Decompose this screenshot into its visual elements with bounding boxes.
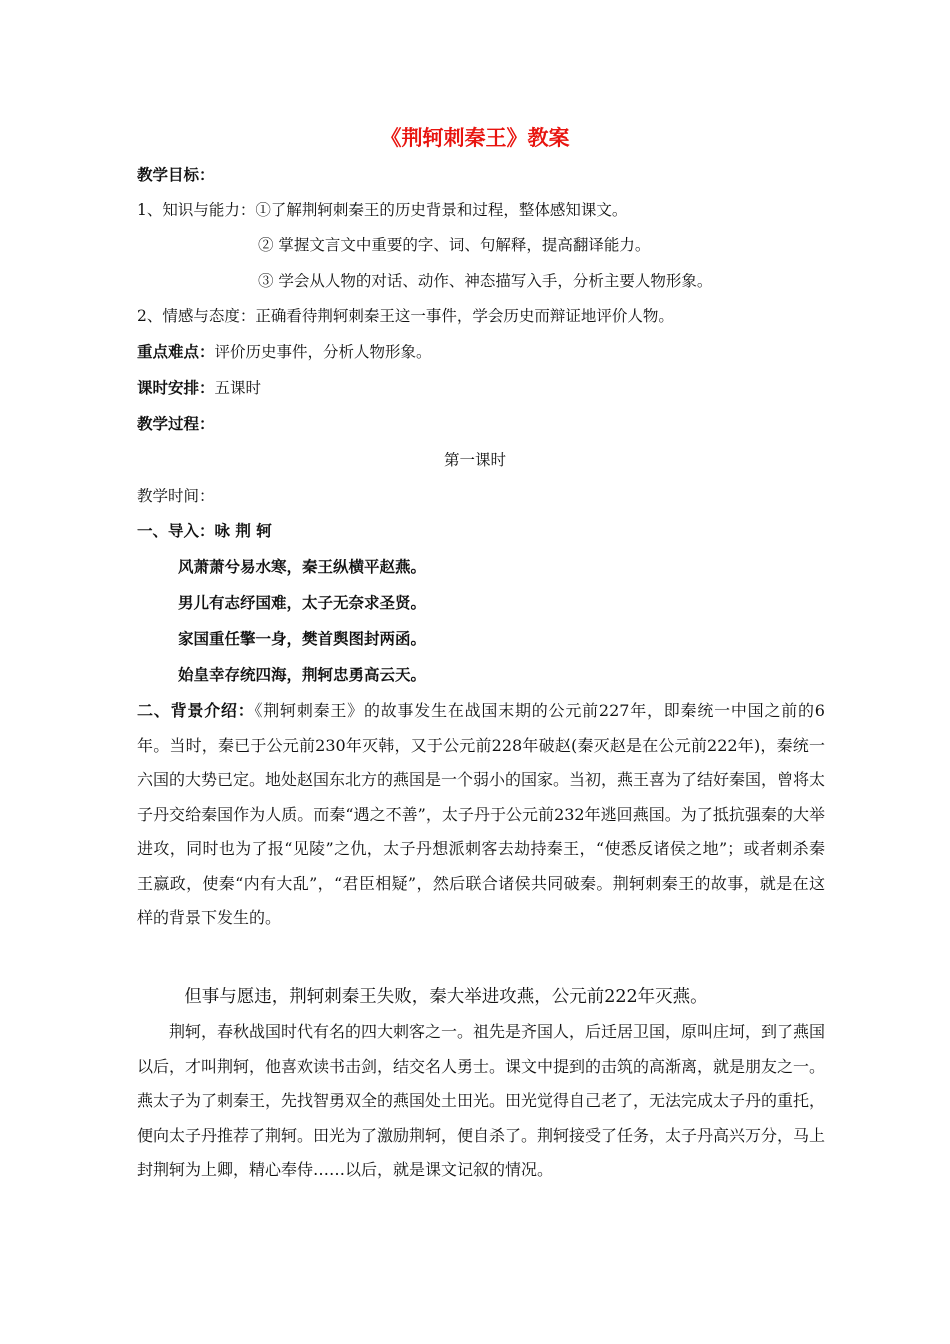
process-heading: 教学过程： (137, 415, 215, 433)
focus-label: 重点难点： (137, 343, 215, 361)
poem-line: 家国重任擎一身，樊首舆图封两函。 (178, 630, 427, 648)
lesson-heading: 第一课时 (443, 451, 506, 469)
failure-paragraph (137, 980, 825, 1015)
background-paragraph (137, 694, 825, 936)
background-text: 《荆轲刺秦王》的故事发生在战国末期的公元前227年，即秦统一中国之前的6年。当时，秦已于公元前230年灭韩，又于公元前228年破赵(秦灭赵是在公元前222年)，秦统一六国的大势已定。地处赵国东北方的燕国是一个弱小的国家。当初，燕王喜为了结好秦国，曾将太子丹交给秦国作为人质。而秦“遇之不善”，太子丹于公元前232年逃回燕国。为了抵抗强秦的大举进攻，同时也为了报“见陵”之仇，太子丹想派刺客去劫持秦王，“使悉反诸侯之地”；或者刺杀秦王嬴政，使秦“内有大乱”，“君臣相疑”，然后联合诸侯共同破秦。荆轲刺秦王的故事，就是在这样的背景下发生的。 (137, 701, 826, 927)
hours-text: 五课时 (214, 379, 262, 397)
poem-line: 始皇幸存统四海，荆轲忠勇高云天。 (178, 666, 427, 684)
focus-text: 评价历史事件，分析人物形象。 (214, 343, 432, 361)
background-heading: 二、背景介绍： (137, 701, 255, 720)
time-label: 教学时间： (137, 487, 215, 505)
goal1-label: 1、知识与能力： (137, 201, 256, 219)
document-title: 《荆轲刺秦王》教案 (380, 126, 570, 150)
goal1-b: ② 掌握文言文中重要的字、词、句解释，提高翻译能力。 (258, 236, 651, 254)
jingke-text: 荆轲，春秋战国时代有名的四大刺客之一。祖先是齐国人，后迁居卫国，原叫庄坷，到了燕国以后，才叫荆轲，他喜欢读书击剑，结交名人勇士。课文中提到的击筑的高渐离，就是朋友之一。燕太子为了刺秦王，先找智勇双全的燕国处土田光。田光觉得自己老了，无法完成太子丹的重托，便向太子丹推荐了荆轲。田光为了激励荆轲，便自杀了。荆轲接受了任务，太子丹高兴万分，马上封荆轲为上卿，精心奉侍……以后，就是课文记叙的情况。 (137, 1022, 826, 1179)
goals-heading: 教学目标： (137, 166, 215, 184)
hours-label: 课时安排： (137, 379, 215, 397)
hours-line (137, 377, 261, 399)
jingke-paragraph (137, 1015, 825, 1188)
focus-line (137, 341, 432, 363)
intro-heading: 一、导入：咏 荆 轲 (137, 522, 272, 540)
poem-line: 男儿有志纾国难，太子无奈求圣贤。 (178, 594, 427, 612)
goal1-a: ①了解荆轲刺秦王的历史背景和过程，整体感知课文。 (255, 201, 628, 219)
goal1-line (137, 199, 627, 221)
goal1-c: ③ 学会从人物的对话、动作、神态描写入手，分析主要人物形象。 (258, 272, 713, 290)
poem-line: 风萧萧兮易水寒，秦王纵横平赵燕。 (178, 558, 427, 576)
goal2: 2、情感与态度：正确看待荆轲刺秦王这一事件，学会历史而辩证地评价人物。 (137, 307, 674, 325)
failure-text: 但事与愿违，荆轲刺秦王失败，秦大举进攻燕，公元前222年灭燕。 (184, 987, 708, 1007)
